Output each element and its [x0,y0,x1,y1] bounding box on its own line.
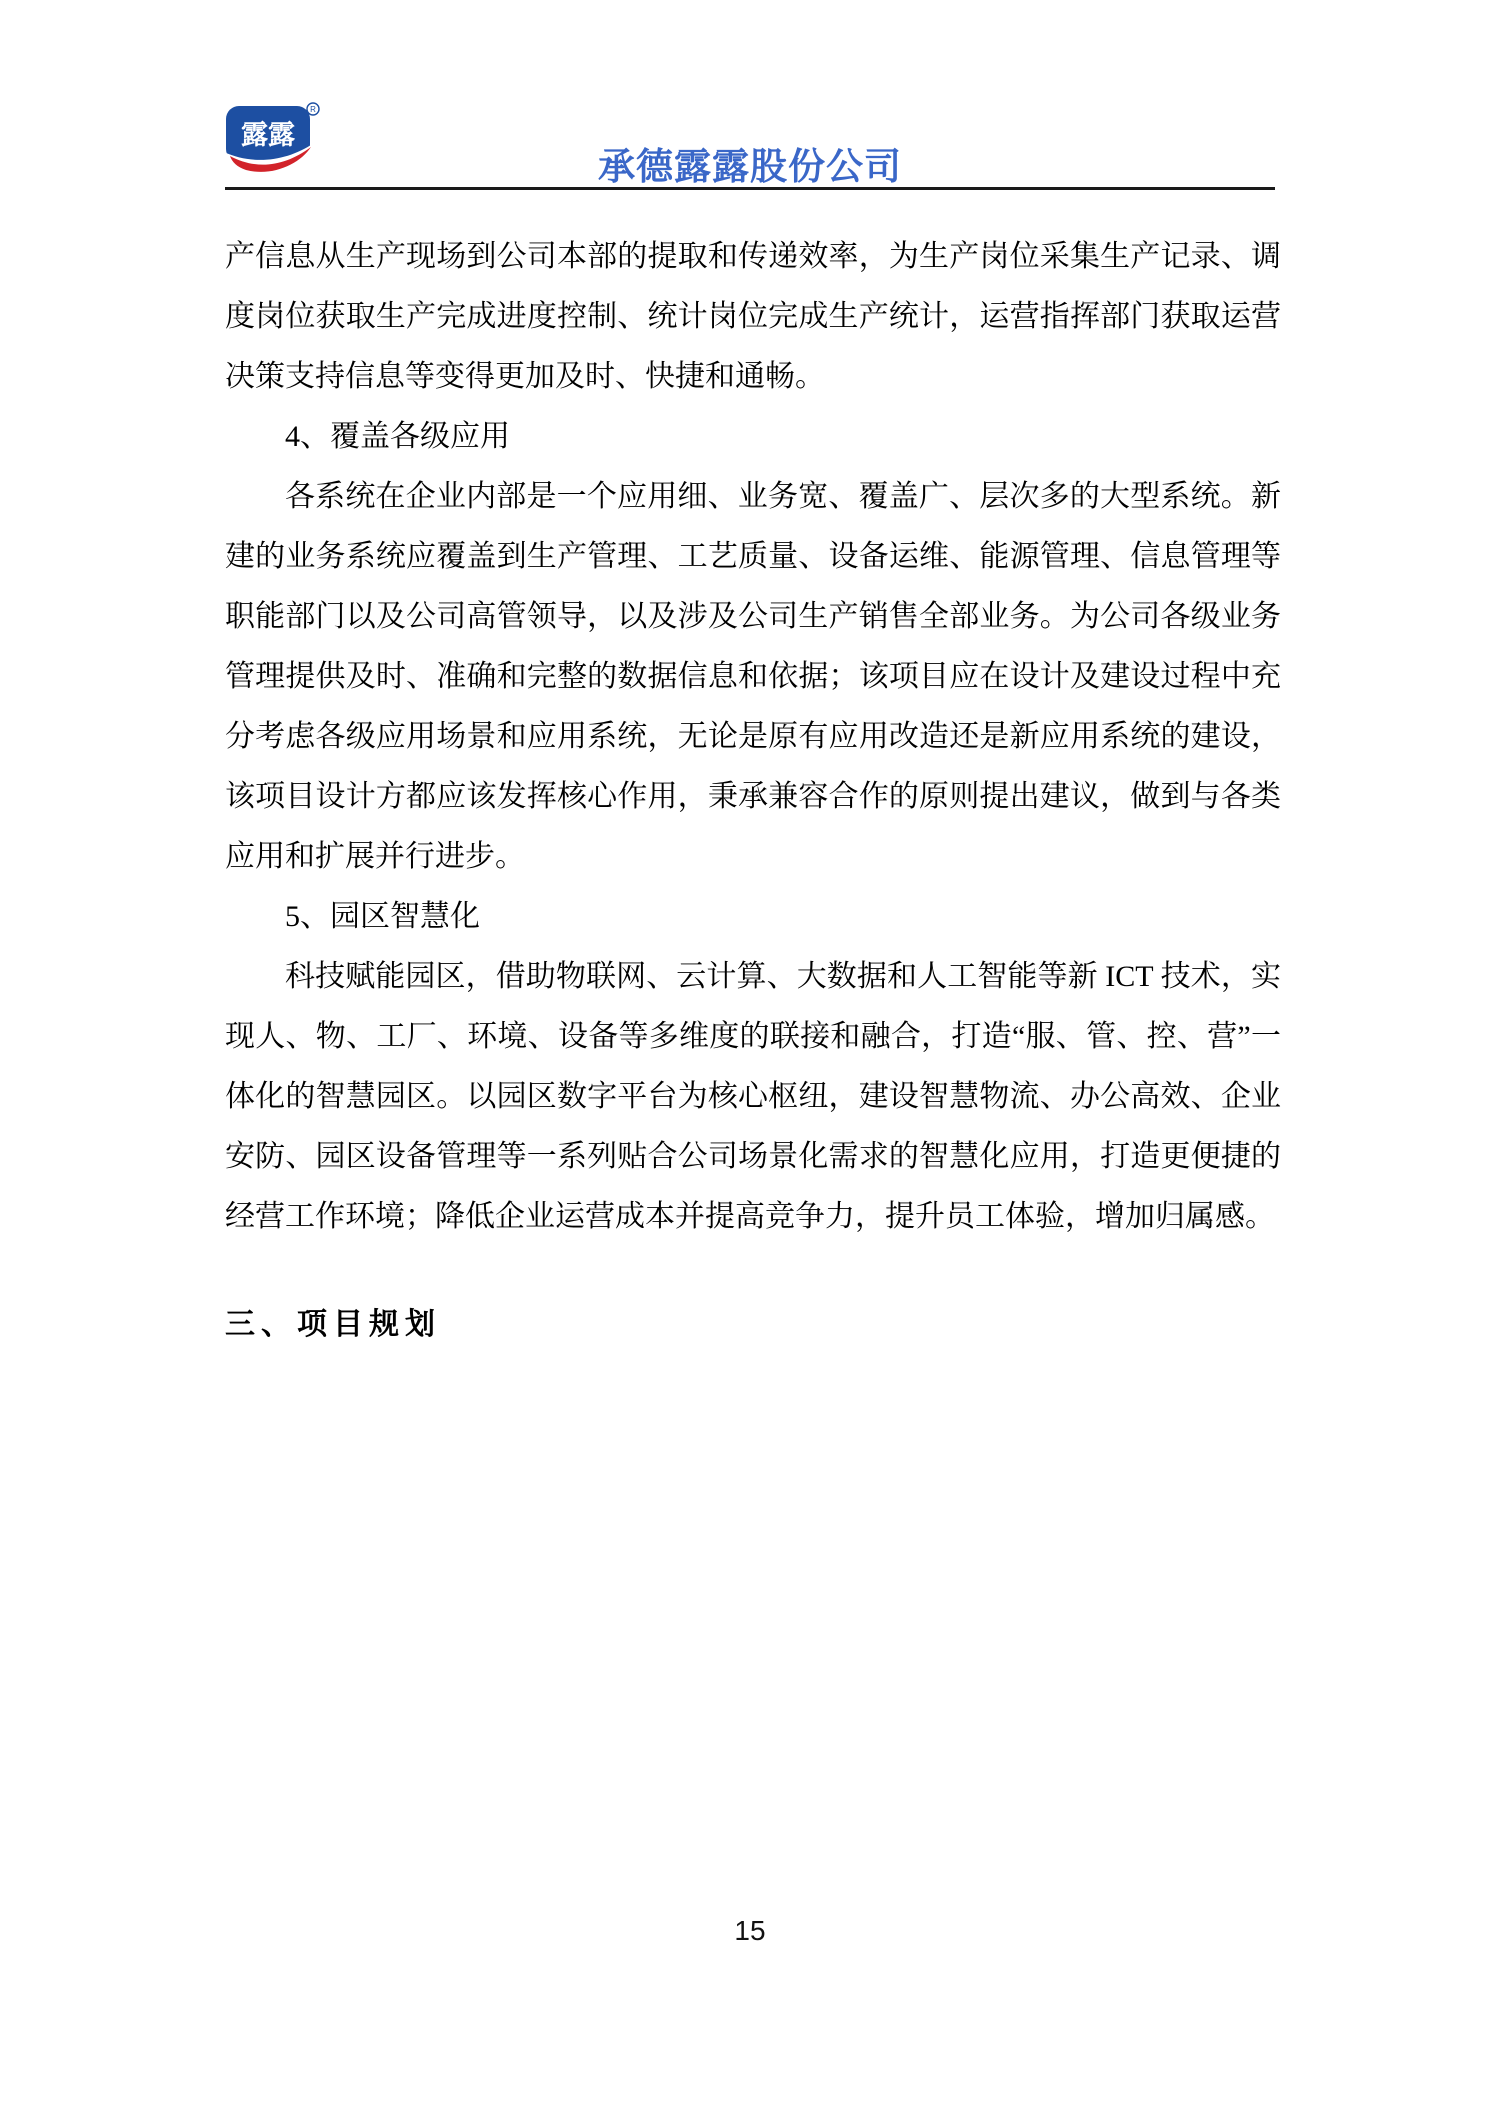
logo-characters: 露露 [241,120,295,150]
registered-mark-icon: R [310,105,316,114]
page-number-footer: 15 [734,1915,766,1946]
paragraph-smart-park: 科技赋能园区，借助物联网、云计算、大数据和人工智能等新 ICT 技术，实现人、物、工厂、环境、设备等多维度的联接和融合，打造“服、管、控、营”一体化的智慧园区。以园区数字平台为核心枢纽，建设智慧物流、办公高效、企业安防、园区设备管理等一系列贴合公司场景化需求的智慧化应用，打造更便捷的经营工作环境；降低企业运营成本并提高竞争力，提升员工体验，增加归属感。 [225,960,1281,1233]
company-name-title: 承德露露股份公司 [598,146,902,187]
section-heading-project-plan: 三、项目规划 [225,1308,441,1341]
paragraph-coverage: 各系统在企业内部是一个应用细、业务宽、覆盖广、层次多的大型系统。新建的业务系统应覆盖到生产管理、工艺质量、设备运维、能源管理、信息管理等职能部门以及公司高管领导，以及涉及公司生产销售全部业务。为公司各级业务管理提供及时、准确和完整的数据信息和依据；该项目应在设计及建设过程中充分考虑各级应用场景和应用系统，无论是原有应用改造还是新应用系统的建设，该项目设计方都应该发挥核心作用，秉承兼容合作的原则提出建议，做到与各类应用和扩展并行进步。 [225,480,1281,873]
header-divider-rule [225,187,1275,190]
paragraph-continuation: 产信息从生产现场到公司本部的提取和传递效率，为生产岗位采集生产记录、调度岗位获取生产完成进度控制、统计岗位完成生产统计，运营指挥部门获取运营决策支持信息等变得更加及时、快捷和通畅。 [225,240,1281,393]
list-heading-5: 5、园区智慧化 [285,900,480,933]
list-heading-4: 4、覆盖各级应用 [285,420,510,453]
document-body [225,227,1281,1355]
